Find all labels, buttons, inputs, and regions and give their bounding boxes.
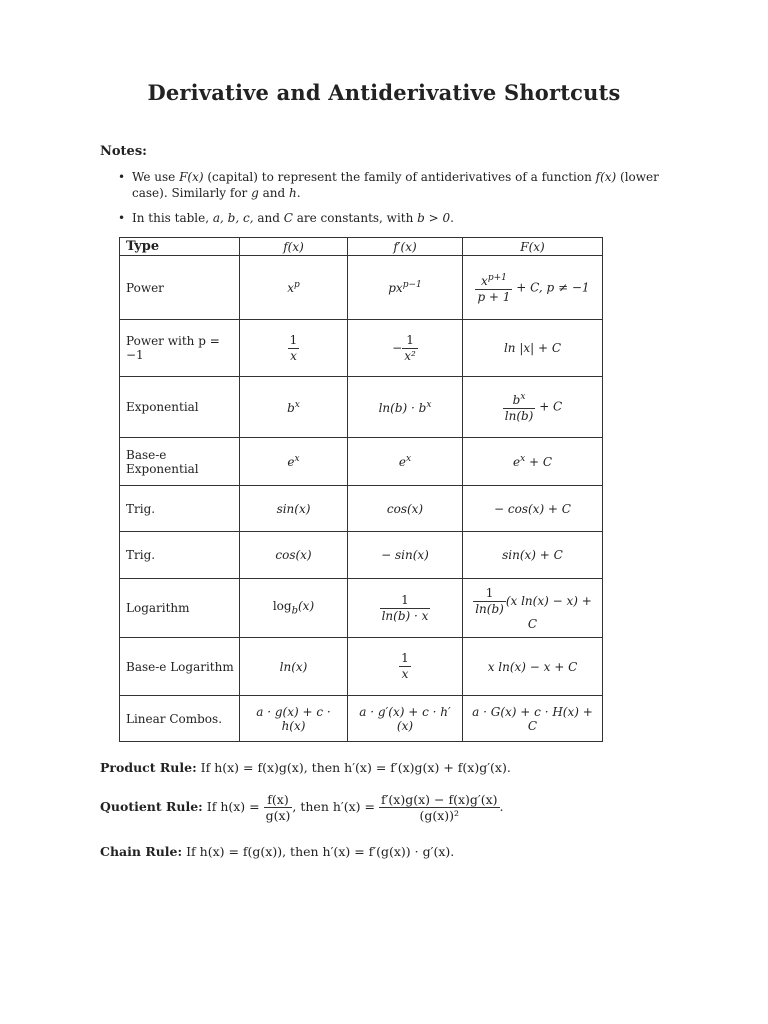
table-row — [120, 696, 603, 742]
cell-fprime: $\ln(b) \cdot b^x$ — [348, 377, 463, 438]
cell-f: sin(x) — [240, 486, 348, 532]
cell-fprime: $e^x$ — [348, 438, 463, 486]
cell-fprime: $\frac{1}{x}$ — [348, 638, 463, 696]
table-row — [120, 532, 603, 579]
cell-F: x ln(x) − x + C — [463, 638, 603, 696]
cell-F: $\frac{x^{p+1}}{p + 1}$ + C, p ≠ −1 — [463, 256, 603, 320]
cell-f: ln(x) — [240, 638, 348, 696]
cell-f: a · g(x) + c · h(x) — [240, 696, 348, 742]
cell-f: cos(x) — [240, 532, 348, 579]
notes-list — [118, 169, 678, 235]
cell-fprime: $px^{p-1}$ — [348, 256, 463, 320]
cell-f: $\frac{1}{x}$ — [240, 320, 348, 377]
page-title: Derivative and Antiderivative Shortcuts — [147, 80, 621, 105]
row-type: Logarithm — [120, 579, 240, 638]
cell-F: $\frac{b^x}{\ln(b)}$ + C — [463, 377, 603, 438]
cell-fprime: − $\frac{1}{\text{x²}}$ — [348, 320, 463, 377]
row-type: Power — [120, 256, 240, 320]
row-type: Linear Combos. — [120, 696, 240, 742]
cell-F: − cos(x) + C — [463, 486, 603, 532]
table-row — [120, 320, 603, 377]
header-type: Type — [120, 238, 240, 256]
table-row — [120, 638, 603, 696]
table-row — [120, 438, 603, 486]
row-type: Trig. — [120, 486, 240, 532]
cell-f: $x^p$ — [240, 256, 348, 320]
note-antiderivative-notation: • We use F(x) (capital) to represent the family of antiderivatives of a function f(x) (lower case). Similarly for g and h. — [118, 169, 678, 201]
chain-rule: Chain Rule: If h(x) = f(g(x)), then h′(x) = f′(g(x)) · g′(x). — [100, 844, 455, 859]
header-f: f(x) — [240, 238, 348, 256]
cell-fprime: a · g′(x) + c · h′(x) — [348, 696, 463, 742]
cell-fprime: − sin(x) — [348, 532, 463, 579]
row-type: Trig. — [120, 532, 240, 579]
table-header-row — [120, 238, 603, 256]
quotient-rule: Quotient Rule: If h(x) = $\frac{f(x)}{g(x)}$ , then h′(x) = $\frac{f'(x)g(x) - f(x)g'(x)}{\text{(g(x))²}}$ . — [100, 792, 504, 823]
row-type: Power with p = −1 — [120, 320, 240, 377]
cell-f: $e^x$ — [240, 438, 348, 486]
header-F: F(x) — [463, 238, 603, 256]
cell-f: $\log_b(x)$ — [240, 579, 348, 638]
note-constants: • In this table, a, b, c, and C are constants, with b > 0. — [118, 210, 678, 226]
table-row — [120, 579, 603, 638]
cell-F: a · G(x) + c · H(x) + C — [463, 696, 603, 742]
row-type: Base-e Exponential — [120, 438, 240, 486]
cell-fprime: $\frac{1}{\ln(b) \cdot x}$ — [348, 579, 463, 638]
row-type: Base-e Logarithm — [120, 638, 240, 696]
derivative-table — [119, 237, 603, 742]
table-row — [120, 377, 603, 438]
notes-heading: Notes: — [100, 144, 147, 159]
cell-F: $\frac{1}{\ln(b)}$ (x ln(x) − x) + C — [463, 579, 603, 638]
cell-fprime: cos(x) — [348, 486, 463, 532]
cell-F: sin(x) + C — [463, 532, 603, 579]
table-row — [120, 486, 603, 532]
cell-f: $b^x$ — [240, 377, 348, 438]
cell-F: ln |x| + C — [463, 320, 603, 377]
product-rule: Product Rule: If h(x) = f(x)g(x), then h′(x) = f′(x)g(x) + f(x)g′(x). — [100, 760, 511, 775]
table-row — [120, 256, 603, 320]
cell-F: $e^x + C$ — [463, 438, 603, 486]
header-fprime: f′(x) — [348, 238, 463, 256]
row-type: Exponential — [120, 377, 240, 438]
